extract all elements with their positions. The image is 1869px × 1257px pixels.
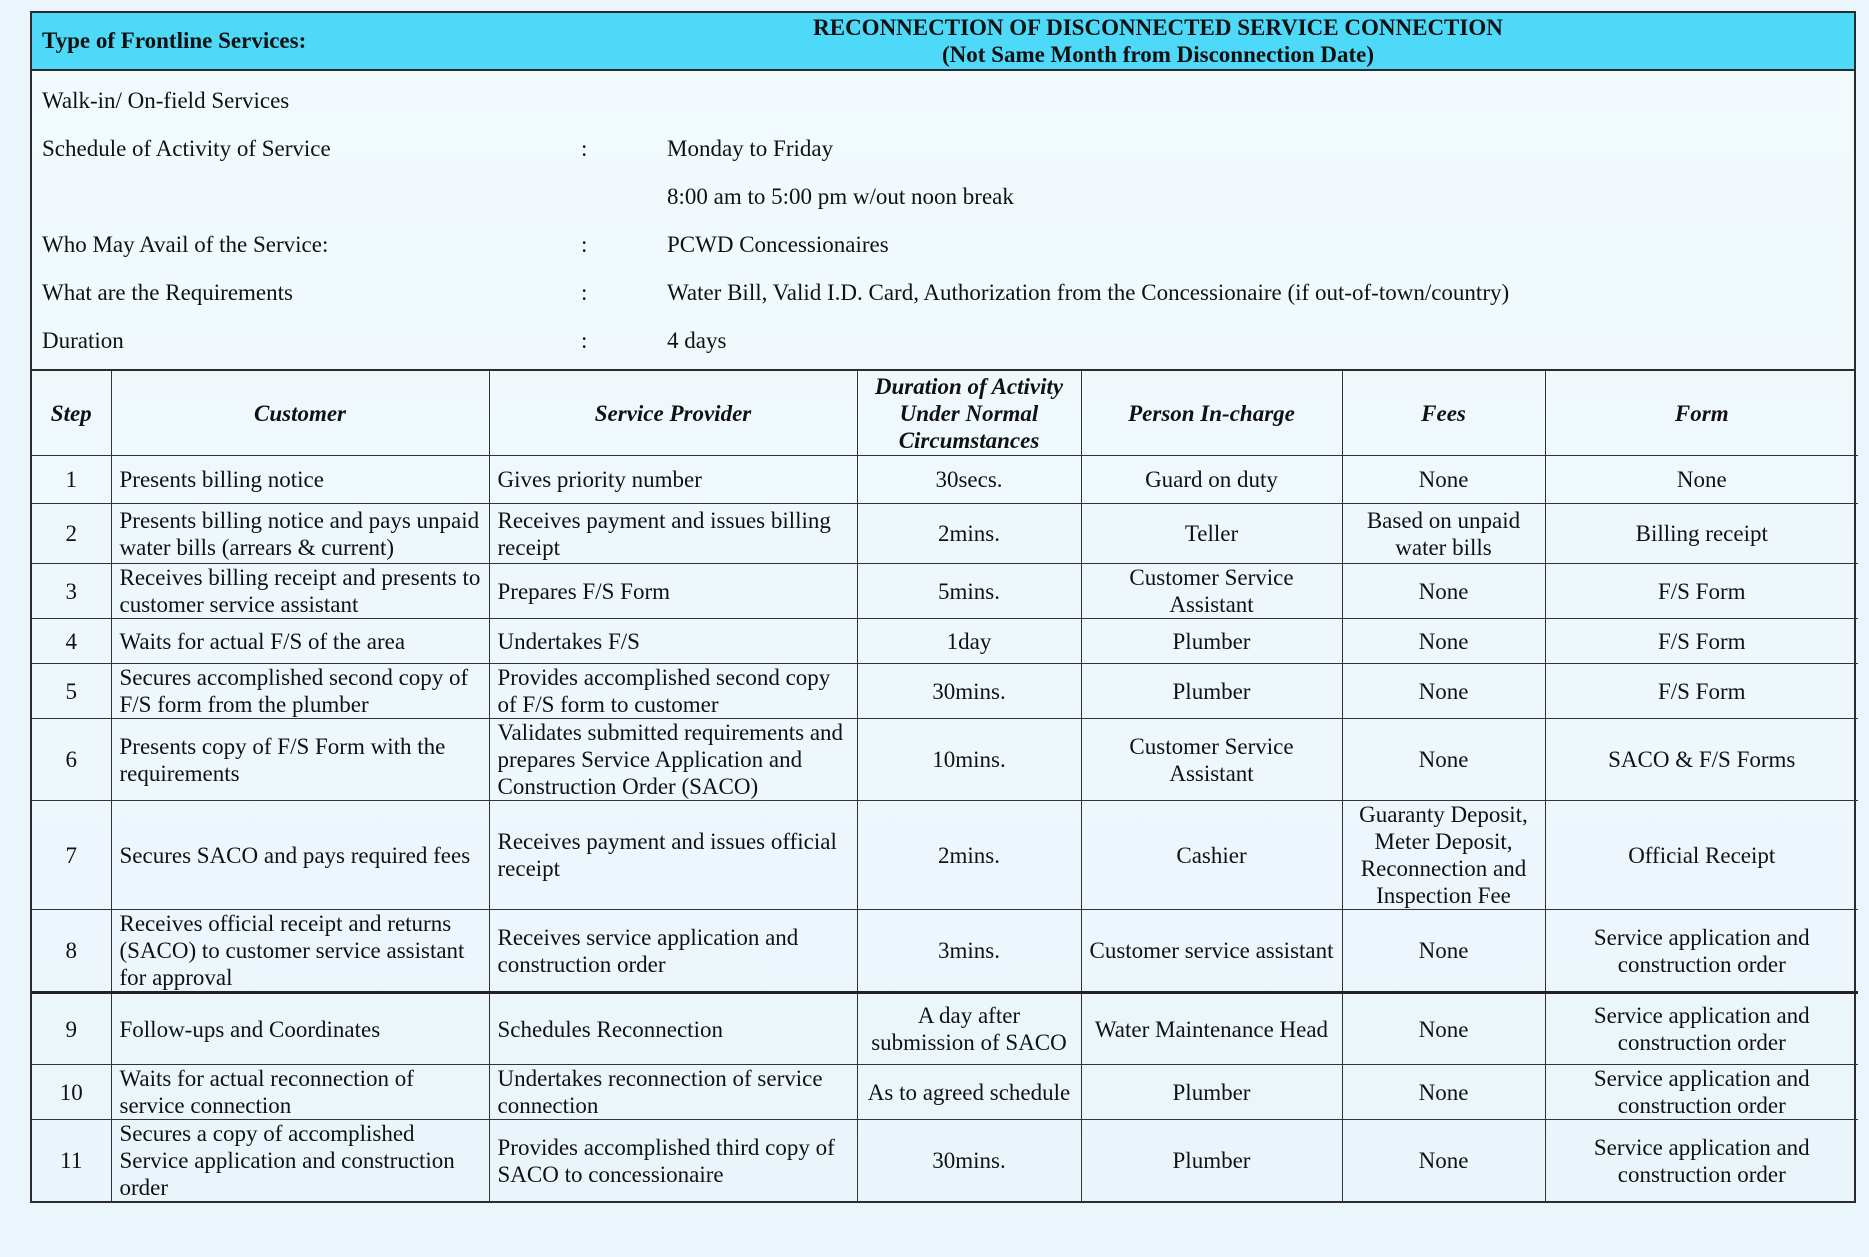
info-row-schedule	[32, 125, 1854, 173]
service-mode: Walk-in/ On-field Services	[42, 88, 290, 113]
col-header-person: Person In-charge	[1081, 371, 1342, 456]
fees-cell: Based on unpaid water bills	[1342, 504, 1545, 564]
provider-action-cell: Receives payment and issues billing receipt	[489, 504, 857, 564]
activity-duration-cell: 2mins.	[857, 504, 1081, 564]
info-row-hours	[32, 173, 1854, 221]
form-cell: SACO & F/S Forms	[1545, 719, 1858, 801]
table-row	[32, 801, 1858, 910]
person-in-charge-cell: Plumber	[1081, 1120, 1342, 1202]
provider-action-cell: Undertakes reconnection of service connection	[489, 1065, 857, 1120]
step-number-cell: 7	[32, 801, 111, 910]
step-number-cell: 6	[32, 719, 111, 801]
provider-action-cell: Undertakes F/S	[489, 619, 857, 664]
table-row	[32, 1120, 1858, 1202]
table-row	[32, 564, 1858, 619]
step-number-cell: 5	[32, 664, 111, 719]
activity-duration-cell: 3mins.	[857, 910, 1081, 993]
citizen-charter-sheet	[30, 11, 1856, 1203]
table-row	[32, 456, 1858, 504]
provider-action-cell: Provides accomplished third copy of SACO to concessionaire	[489, 1120, 857, 1202]
service-title	[572, 13, 1854, 69]
table-row	[32, 910, 1858, 993]
service-title-line2: (Not Same Month from Disconnection Date)	[941, 42, 1375, 67]
activity-duration-cell: 5mins.	[857, 564, 1081, 619]
info-row-requirements	[32, 269, 1854, 317]
form-cell: Official Receipt	[1545, 801, 1858, 910]
fees-cell: None	[1342, 910, 1545, 993]
table-row	[32, 664, 1858, 719]
fees-cell: None	[1342, 456, 1545, 504]
step-number-cell: 8	[32, 910, 111, 993]
activity-duration-cell: 30mins.	[857, 664, 1081, 719]
activity-duration-cell: 2mins.	[857, 801, 1081, 910]
provider-action-cell: Schedules Reconnection	[489, 993, 857, 1065]
info-label: Schedule of Activity of Service	[42, 136, 331, 161]
person-in-charge-cell: Customer Service Assistant	[1081, 719, 1342, 801]
activity-duration-cell: A day after submission of SACO	[857, 993, 1081, 1065]
form-cell: F/S Form	[1545, 564, 1858, 619]
info-value: 4 days	[667, 328, 727, 353]
col-header-provider: Service Provider	[489, 371, 857, 456]
activity-duration-cell: 30secs.	[857, 456, 1081, 504]
customer-action-cell: Waits for actual reconnection of service connection	[111, 1065, 489, 1120]
info-colon: :	[581, 328, 588, 353]
customer-action-cell: Receives billing receipt and presents to customer service assistant	[111, 564, 489, 619]
provider-action-cell: Provides accomplished second copy of F/S form to customer	[489, 664, 857, 719]
person-in-charge-cell: Cashier	[1081, 801, 1342, 910]
activity-duration-cell: As to agreed schedule	[857, 1065, 1081, 1120]
info-value: Water Bill, Valid I.D. Card, Authorization from the Concessionaire (if out-of-town/country)	[667, 280, 1510, 305]
table-row	[32, 993, 1858, 1065]
table-row	[32, 719, 1858, 801]
person-in-charge-cell: Plumber	[1081, 664, 1342, 719]
form-cell: Service application and construction order	[1545, 993, 1858, 1065]
person-in-charge-cell: Guard on duty	[1081, 456, 1342, 504]
col-header-step: Step	[32, 371, 111, 456]
service-title-line1: RECONNECTION OF DISCONNECTED SERVICE CONNECTION	[813, 15, 1503, 40]
person-in-charge-cell: Teller	[1081, 504, 1342, 564]
person-in-charge-cell: Water Maintenance Head	[1081, 993, 1342, 1065]
form-cell: F/S Form	[1545, 664, 1858, 719]
customer-action-cell: Presents copy of F/S Form with the requirements	[111, 719, 489, 801]
person-in-charge-cell: Plumber	[1081, 1065, 1342, 1120]
col-header-form: Form	[1545, 371, 1858, 456]
person-in-charge-cell: Customer Service Assistant	[1081, 564, 1342, 619]
step-number-cell: 3	[32, 564, 111, 619]
form-cell: Service application and construction order	[1545, 1120, 1858, 1202]
fees-cell: None	[1342, 719, 1545, 801]
info-label: Duration	[42, 328, 124, 353]
col-header-duration: Duration of Activity Under Normal Circumstances	[857, 371, 1081, 456]
table-row	[32, 504, 1858, 564]
customer-action-cell: Follow-ups and Coordinates	[111, 993, 489, 1065]
steps-table	[32, 371, 1858, 1201]
fees-cell: None	[1342, 664, 1545, 719]
person-in-charge-cell: Plumber	[1081, 619, 1342, 664]
step-number-cell: 10	[32, 1065, 111, 1120]
step-number-cell: 4	[32, 619, 111, 664]
info-value: Monday to Friday	[667, 136, 834, 161]
provider-action-cell: Prepares F/S Form	[489, 564, 857, 619]
customer-action-cell: Secures SACO and pays required fees	[111, 801, 489, 910]
step-number-cell: 1	[32, 456, 111, 504]
form-cell: Billing receipt	[1545, 504, 1858, 564]
info-value: PCWD Concessionaires	[667, 232, 889, 257]
info-colon: :	[581, 280, 588, 305]
activity-duration-cell: 1day	[857, 619, 1081, 664]
customer-action-cell: Waits for actual F/S of the area	[111, 619, 489, 664]
fees-cell: None	[1342, 1120, 1545, 1202]
fees-cell: None	[1342, 619, 1545, 664]
fees-cell: None	[1342, 1065, 1545, 1120]
customer-action-cell: Presents billing notice	[111, 456, 489, 504]
info-label: Who May Avail of the Service:	[42, 232, 329, 257]
table-row	[32, 619, 1858, 664]
fees-cell: None	[1342, 564, 1545, 619]
col-header-fees: Fees	[1342, 371, 1545, 456]
service-info	[32, 71, 1854, 371]
customer-action-cell: Presents billing notice and pays unpaid water bills (arrears & current)	[111, 504, 489, 564]
customer-action-cell: Receives official receipt and returns (SACO) to customer service assistant for approval	[111, 910, 489, 993]
info-colon: :	[581, 232, 588, 257]
provider-action-cell: Gives priority number	[489, 456, 857, 504]
form-cell: Service application and construction order	[1545, 910, 1858, 993]
table-header-row	[32, 371, 1858, 456]
activity-duration-cell: 30mins.	[857, 1120, 1081, 1202]
info-label: What are the Requirements	[42, 280, 293, 305]
provider-action-cell: Validates submitted requirements and prepares Service Application and Construction Order (SACO)	[489, 719, 857, 801]
info-colon: :	[581, 136, 588, 161]
info-value: 8:00 am to 5:00 pm w/out noon break	[667, 184, 1014, 209]
form-cell: Service application and construction order	[1545, 1065, 1858, 1120]
person-in-charge-cell: Customer service assistant	[1081, 910, 1342, 993]
customer-action-cell: Secures a copy of accomplished Service application and construction order	[111, 1120, 489, 1202]
service-header	[32, 13, 1854, 71]
form-cell: F/S Form	[1545, 619, 1858, 664]
form-cell: None	[1545, 456, 1858, 504]
fees-cell: None	[1342, 993, 1545, 1065]
provider-action-cell: Receives service application and construction order	[489, 910, 857, 993]
service-mode-row	[32, 77, 1854, 125]
provider-action-cell: Receives payment and issues official receipt	[489, 801, 857, 910]
activity-duration-cell: 10mins.	[857, 719, 1081, 801]
info-row-who	[32, 221, 1854, 269]
step-number-cell: 9	[32, 993, 111, 1065]
fees-cell: Guaranty Deposit, Meter Deposit, Reconnection and Inspection Fee	[1342, 801, 1545, 910]
col-header-customer: Customer	[111, 371, 489, 456]
service-type-label: Type of Frontline Services:	[42, 28, 307, 53]
table-row	[32, 1065, 1858, 1120]
customer-action-cell: Secures accomplished second copy of F/S form from the plumber	[111, 664, 489, 719]
info-row-duration	[32, 317, 1854, 365]
step-number-cell: 2	[32, 504, 111, 564]
step-number-cell: 11	[32, 1120, 111, 1202]
